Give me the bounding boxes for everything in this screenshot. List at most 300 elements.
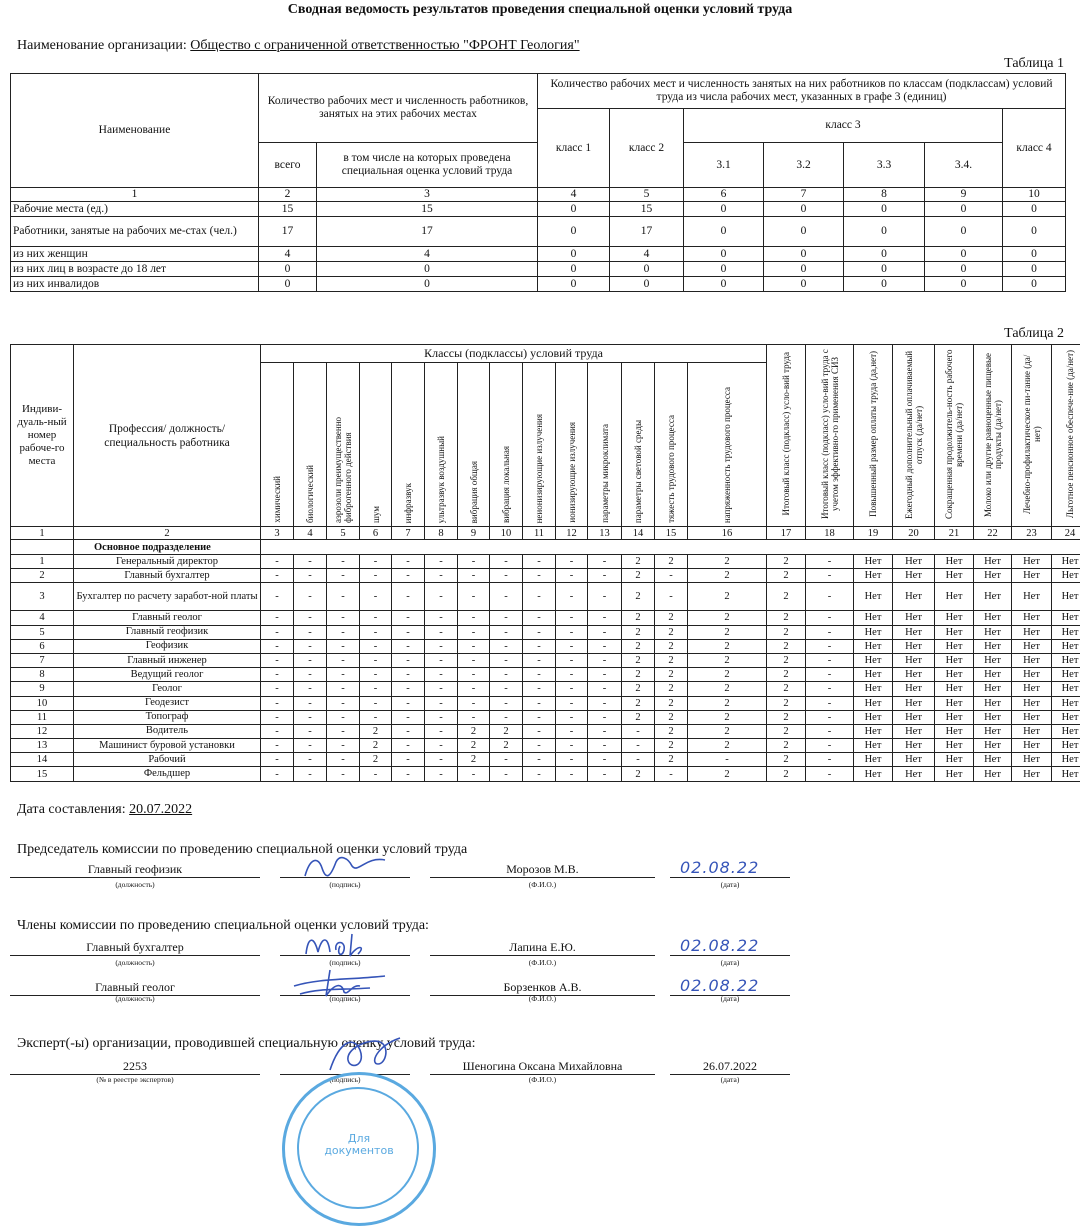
t1-cell: 0 <box>538 277 610 292</box>
t2-cell: - <box>425 625 458 639</box>
t2-row-id: 4 <box>11 611 74 625</box>
t2-cell: 2 <box>655 625 688 639</box>
t2-row-id: 15 <box>11 767 74 781</box>
t2-cell: Нет <box>854 583 893 611</box>
member1-position: Главный бухгалтер <box>86 940 184 954</box>
t1-cell: 0 <box>259 277 317 292</box>
member2-fio-caption: (Ф.И.О.) <box>528 994 557 1003</box>
t1-cell: 0 <box>317 262 538 277</box>
t2-col-number: 22 <box>974 527 1012 540</box>
t2-cell: - <box>425 583 458 611</box>
chairman-position-caption: (должность) <box>115 880 155 889</box>
t2-cell: Нет <box>1012 611 1052 625</box>
t2-cell: - <box>294 668 327 682</box>
t2-cell: 2 <box>622 569 655 583</box>
t2-cell: - <box>523 724 556 738</box>
t2-cell: Нет <box>935 767 974 781</box>
table-row <box>11 668 1080 682</box>
t2-cell: - <box>556 639 588 653</box>
t1-cell: 4 <box>610 247 684 262</box>
t2-head-factor: аэрозоли преимущественно фиброгенного действия <box>327 363 360 527</box>
expert-date-caption: (дата) <box>720 1075 740 1084</box>
expert-fio-caption: (Ф.И.О.) <box>528 1075 557 1084</box>
t2-cell: Нет <box>974 668 1012 682</box>
t2-cell: - <box>556 710 588 724</box>
members-heading: Члены комиссии по проведению специальной оценки условий труда: <box>17 918 429 933</box>
t2-cell: - <box>360 583 392 611</box>
t2-cell: Нет <box>974 696 1012 710</box>
t2-cell: Нет <box>974 653 1012 667</box>
t2-cell: 2 <box>767 569 806 583</box>
t2-cell: - <box>294 696 327 710</box>
t2-cell: 2 <box>360 724 392 738</box>
t2-cell: - <box>556 739 588 753</box>
t2-cell: Нет <box>1012 710 1052 724</box>
t2-cell: Нет <box>854 611 893 625</box>
t2-cell: - <box>261 611 294 625</box>
t2-cell: - <box>490 583 523 611</box>
t2-cell: Нет <box>1012 625 1052 639</box>
t2-cell: - <box>327 739 360 753</box>
chairman-date-caption: (дата) <box>720 880 740 889</box>
t2-cell: - <box>588 569 622 583</box>
t2-cell: - <box>261 724 294 738</box>
t1-cell: 0 <box>925 217 1003 247</box>
t2-cell: Нет <box>893 611 935 625</box>
member1-date: 02.08.22 <box>680 936 760 955</box>
t2-cell: - <box>294 767 327 781</box>
t2-cell: - <box>458 625 490 639</box>
t2-cell: - <box>294 739 327 753</box>
t2-cell: Нет <box>1012 767 1052 781</box>
t2-cell: 2 <box>655 710 688 724</box>
t2-cell: - <box>622 739 655 753</box>
t2-cell: Нет <box>1012 583 1052 611</box>
expert-heading: Эксперт(-ы) организации, проводившей специальную оценку условий труда: <box>17 1036 476 1051</box>
table2-caption: Таблица 2 <box>1004 326 1064 341</box>
t2-cell: 2 <box>767 724 806 738</box>
t2-cell: Нет <box>893 555 935 569</box>
t1-col-number: 9 <box>925 188 1003 202</box>
t2-cell: - <box>523 639 556 653</box>
t2-cell: - <box>360 682 392 696</box>
t2-head-factor: вибрация локальная <box>490 363 523 527</box>
t2-cell: - <box>261 767 294 781</box>
organization-value: Общество с ограниченной ответственностью "ФРОНТ Геология" <box>190 38 580 53</box>
t2-cell: - <box>392 710 425 724</box>
t2-cell: - <box>392 682 425 696</box>
t2-cell: Нет <box>854 639 893 653</box>
t2-cell: - <box>327 710 360 724</box>
t2-cell: 2 <box>622 696 655 710</box>
t2-cell: - <box>556 653 588 667</box>
expert-name: Шеногина Оксана Михайловна <box>462 1059 623 1073</box>
t2-cell: Нет <box>854 696 893 710</box>
t2-cell: - <box>588 767 622 781</box>
t2-cell: 2 <box>688 668 767 682</box>
t2-cell: - <box>806 739 854 753</box>
t2-cell: - <box>490 569 523 583</box>
t2-cell: - <box>806 569 854 583</box>
t2-cell: - <box>490 696 523 710</box>
t2-cell: - <box>490 767 523 781</box>
t2-cell: - <box>523 682 556 696</box>
t2-cell: - <box>655 767 688 781</box>
t2-cell: Нет <box>935 625 974 639</box>
expert-registry-caption: (№ в реестре экспертов) <box>96 1075 174 1084</box>
t2-col-number: 5 <box>327 527 360 540</box>
t2-cell: - <box>294 583 327 611</box>
t1-head-c32: 3.2 <box>764 143 844 188</box>
t1-cell: 15 <box>317 202 538 217</box>
member2-date-caption: (дата) <box>720 994 740 1003</box>
t2-row-profession: Главный бухгалтер <box>74 569 261 583</box>
t2-cell: Нет <box>893 682 935 696</box>
t2-cell: Нет <box>974 555 1012 569</box>
t2-row-profession: Бухгалтер по расчету заработ-ной платы <box>74 583 261 611</box>
t2-cell: 2 <box>458 739 490 753</box>
t2-cell: - <box>523 653 556 667</box>
t2-head-factor: биологический <box>294 363 327 527</box>
t2-cell: - <box>806 625 854 639</box>
t2-cell: - <box>425 710 458 724</box>
t2-cell: - <box>392 653 425 667</box>
table-row <box>11 583 1080 611</box>
stamp-text: Для документов <box>324 1132 394 1157</box>
t1-cell: 0 <box>925 277 1003 292</box>
t1-cell: 0 <box>1003 202 1066 217</box>
t2-cell: Нет <box>974 739 1012 753</box>
t2-cell: - <box>261 682 294 696</box>
t2-col-number: 24 <box>1052 527 1080 540</box>
t1-head-name: Наименование <box>11 74 259 188</box>
organization-stamp <box>282 1072 436 1226</box>
t2-cell: 2 <box>655 696 688 710</box>
chairman-signature-caption: (подпись) <box>329 880 361 889</box>
t2-col-number: 11 <box>523 527 556 540</box>
t2-row-id: 3 <box>11 583 74 611</box>
t2-cell: 2 <box>688 583 767 611</box>
t2-cell: - <box>588 639 622 653</box>
t2-cell: 2 <box>767 753 806 767</box>
t2-cell: - <box>261 668 294 682</box>
t1-cell: 0 <box>317 277 538 292</box>
table-row <box>11 639 1080 653</box>
t2-cell: 2 <box>688 710 767 724</box>
t2-cell: - <box>806 767 854 781</box>
t2-cell: - <box>458 696 490 710</box>
t2-cell: 2 <box>688 739 767 753</box>
t2-cell: - <box>806 696 854 710</box>
t2-cell: - <box>261 569 294 583</box>
member1-fio-caption: (Ф.И.О.) <box>528 958 557 967</box>
t2-cell: - <box>806 611 854 625</box>
t1-col-number: 6 <box>684 188 764 202</box>
t2-cell: - <box>392 767 425 781</box>
t2-cell: - <box>490 682 523 696</box>
t2-cell: 2 <box>767 668 806 682</box>
t2-cell: 2 <box>767 739 806 753</box>
t1-cell: 17 <box>259 217 317 247</box>
t2-cell: - <box>458 668 490 682</box>
t2-cell: Нет <box>1012 555 1052 569</box>
t2-cell: Нет <box>974 569 1012 583</box>
t2-row-id: 9 <box>11 682 74 696</box>
t2-cell: 2 <box>655 611 688 625</box>
t2-cell: - <box>588 668 622 682</box>
t2-cell: - <box>588 696 622 710</box>
t2-cell: - <box>294 625 327 639</box>
t2-cell: Нет <box>1012 696 1052 710</box>
t2-cell: Нет <box>893 639 935 653</box>
t2-cell: - <box>556 767 588 781</box>
expert-registry: 2253 <box>123 1059 147 1073</box>
t2-cell: - <box>490 611 523 625</box>
t2-cell: Нет <box>893 625 935 639</box>
t1-head-assessed: в том числе на которых проведена специальная оценка условий труда <box>317 143 538 188</box>
t2-head-factor: параметры световой среды <box>622 363 655 527</box>
t2-cell: - <box>523 583 556 611</box>
t2-cell: 2 <box>688 767 767 781</box>
t1-row-label: из них инвалидов <box>11 277 259 292</box>
t2-row-id: 11 <box>11 710 74 724</box>
t2-row-profession: Геодезист <box>74 696 261 710</box>
t2-cell: - <box>294 682 327 696</box>
t2-cell: - <box>523 739 556 753</box>
table-row <box>11 569 1080 583</box>
t2-cell: Нет <box>893 710 935 724</box>
t2-col-number: 19 <box>854 527 893 540</box>
t2-cell: Нет <box>893 583 935 611</box>
t2-cell: Нет <box>854 739 893 753</box>
t2-cell: - <box>556 625 588 639</box>
t2-col-number: 18 <box>806 527 854 540</box>
table1 <box>10 73 1066 292</box>
t2-cell: - <box>458 653 490 667</box>
t2-cell: - <box>458 569 490 583</box>
t1-cell: 0 <box>684 217 764 247</box>
t2-cell: - <box>806 724 854 738</box>
t2-cell: Нет <box>854 753 893 767</box>
t2-cell: - <box>392 639 425 653</box>
member1-date-caption: (дата) <box>720 958 740 967</box>
t2-col-number: 17 <box>767 527 806 540</box>
t1-cell: 0 <box>925 262 1003 277</box>
t2-cell: - <box>261 739 294 753</box>
t2-cell: 2 <box>688 696 767 710</box>
table-row <box>11 555 1080 569</box>
t2-cell: Нет <box>854 767 893 781</box>
t2-cell: Нет <box>854 555 893 569</box>
member2-signature <box>290 966 390 1000</box>
t2-cell: - <box>425 739 458 753</box>
t1-cell: 15 <box>610 202 684 217</box>
t2-cell: - <box>261 625 294 639</box>
t2-cell: 2 <box>688 569 767 583</box>
t1-cell: 0 <box>684 277 764 292</box>
t1-col-number: 1 <box>11 188 259 202</box>
t2-cell: 2 <box>688 639 767 653</box>
t2-cell: Нет <box>935 569 974 583</box>
t1-cell: 0 <box>538 247 610 262</box>
t2-cell: - <box>556 682 588 696</box>
t2-cell: - <box>806 710 854 724</box>
t2-cell: - <box>392 583 425 611</box>
t2-cell: - <box>490 710 523 724</box>
member2-position-caption: (должность) <box>115 994 155 1003</box>
t2-cell: Нет <box>935 753 974 767</box>
t1-cell: 0 <box>925 202 1003 217</box>
t2-cell: Нет <box>935 583 974 611</box>
t2-row-id: 10 <box>11 696 74 710</box>
t1-cell: 0 <box>538 202 610 217</box>
t2-cell: - <box>360 639 392 653</box>
t2-cell: - <box>425 611 458 625</box>
t2-col-number: 23 <box>1012 527 1052 540</box>
t2-row-id: 6 <box>11 639 74 653</box>
t2-cell: - <box>392 696 425 710</box>
t2-cell: Нет <box>1052 639 1080 653</box>
t2-row-profession: Генеральный директор <box>74 555 261 569</box>
t2-cell: - <box>556 569 588 583</box>
t2-cell: Нет <box>854 569 893 583</box>
t2-cell: - <box>360 611 392 625</box>
t2-row-profession: Топограф <box>74 710 261 724</box>
t2-cell: - <box>490 653 523 667</box>
t2-cell: - <box>458 611 490 625</box>
t1-col-number: 10 <box>1003 188 1066 202</box>
table-row <box>11 202 1066 217</box>
t2-cell: - <box>458 710 490 724</box>
t2-row-id: 8 <box>11 668 74 682</box>
t1-row-label: из них женщин <box>11 247 259 262</box>
t2-cell: - <box>425 668 458 682</box>
t2-cell: Нет <box>974 767 1012 781</box>
t1-head-group2: Количество рабочих мест и численность занятых на них работников по классам (подклассам) условий труда из числа рабочих мест, указанных в графе 3 (единиц) <box>538 74 1066 109</box>
t2-section-title: Основное подразделение <box>74 540 261 555</box>
t2-head-factor: ультразвук воздушный <box>425 363 458 527</box>
t2-row-id: 13 <box>11 739 74 753</box>
t2-cell: 2 <box>688 625 767 639</box>
t2-cell: - <box>327 625 360 639</box>
t2-cell: 2 <box>622 710 655 724</box>
t2-row-profession: Водитель <box>74 724 261 738</box>
t1-head-class2: класс 2 <box>610 109 684 188</box>
t2-cell: Нет <box>974 710 1012 724</box>
t2-cell: - <box>806 653 854 667</box>
t2-cell: Нет <box>893 668 935 682</box>
t2-cell: Нет <box>1052 696 1080 710</box>
t2-cell: 2 <box>767 682 806 696</box>
t2-cell: - <box>806 639 854 653</box>
t2-cell: - <box>588 611 622 625</box>
t2-col-number: 15 <box>655 527 688 540</box>
t2-cell: - <box>655 569 688 583</box>
t2-head-vacation: Ежегодный дополнительный оплачиваемый отпуск (да/нет) <box>893 345 935 527</box>
t2-cell: - <box>392 724 425 738</box>
t2-cell: 2 <box>458 753 490 767</box>
t2-cell: - <box>556 753 588 767</box>
t2-cell: - <box>425 696 458 710</box>
t1-head-class3: класс 3 <box>684 109 1003 143</box>
chairman-heading: Председатель комиссии по проведению специальной оценки условий труда <box>17 842 468 857</box>
t2-cell: 2 <box>622 668 655 682</box>
t2-cell: - <box>588 753 622 767</box>
t2-cell: Нет <box>935 555 974 569</box>
t1-cell: 0 <box>844 277 925 292</box>
t2-cell: 2 <box>655 753 688 767</box>
t2-head-nutrition: Лечебно-профилактическое пи-тание (да/нет) <box>1012 345 1052 527</box>
t2-cell: Нет <box>1052 653 1080 667</box>
t2-row-id: 7 <box>11 653 74 667</box>
t2-cell: 2 <box>688 653 767 667</box>
t2-cell: Нет <box>1052 724 1080 738</box>
member2-name: Борзенков А.В. <box>503 980 582 994</box>
t2-cell: - <box>327 753 360 767</box>
t2-cell: Нет <box>935 724 974 738</box>
t2-cell: - <box>425 639 458 653</box>
t1-head-total: всего <box>259 143 317 188</box>
t1-head-c33: 3.3 <box>844 143 925 188</box>
t1-cell: 0 <box>1003 217 1066 247</box>
t2-row-id: 2 <box>11 569 74 583</box>
t2-cell: Нет <box>893 739 935 753</box>
t2-cell: 2 <box>688 724 767 738</box>
t2-cell: Нет <box>974 724 1012 738</box>
t2-cell: Нет <box>893 696 935 710</box>
t2-head-pension: Льготное пенсионное обеспече-ние (да/нет) <box>1052 345 1080 527</box>
chairman-signature <box>300 848 390 882</box>
t2-head-factor: шум <box>360 363 392 527</box>
t2-cell: Нет <box>1052 569 1080 583</box>
t2-cell: 2 <box>622 611 655 625</box>
t2-cell: - <box>556 696 588 710</box>
t2-cell: - <box>523 696 556 710</box>
t1-head-class4: класс 4 <box>1003 109 1066 188</box>
t2-cell: 2 <box>622 682 655 696</box>
t2-cell: Нет <box>935 739 974 753</box>
table-row <box>11 739 1080 753</box>
t2-cell: - <box>327 668 360 682</box>
t2-cell: Нет <box>1052 583 1080 611</box>
t2-col-number: 3 <box>261 527 294 540</box>
t2-cell: Нет <box>1052 668 1080 682</box>
t1-col-number: 5 <box>610 188 684 202</box>
t2-cell: 2 <box>655 724 688 738</box>
t2-col-number: 1 <box>11 527 74 540</box>
t2-cell: - <box>458 767 490 781</box>
t2-head-classes: Классы (подклассы) условий труда <box>261 345 767 363</box>
t2-row-profession: Геофизик <box>74 639 261 653</box>
t2-row-id: 1 <box>11 555 74 569</box>
t2-cell: - <box>294 753 327 767</box>
t2-cell: Нет <box>893 767 935 781</box>
t2-cell: - <box>392 569 425 583</box>
t2-row-id: 12 <box>11 724 74 738</box>
t2-cell: 2 <box>655 555 688 569</box>
t2-head-final-class-siz: Итоговый класс (подкласс) усло-вий труда с учетом эффективно-го применения СИЗ <box>806 345 854 527</box>
t2-cell: Нет <box>974 682 1012 696</box>
chairman-name: Морозов М.В. <box>506 862 579 876</box>
t1-cell: 0 <box>844 247 925 262</box>
t1-cell: 0 <box>1003 262 1066 277</box>
t2-cell: - <box>425 653 458 667</box>
table-row <box>11 682 1080 696</box>
member1-position-caption: (должность) <box>115 958 155 967</box>
t2-cell: - <box>327 724 360 738</box>
t1-cell: 4 <box>259 247 317 262</box>
t1-cell: 4 <box>317 247 538 262</box>
